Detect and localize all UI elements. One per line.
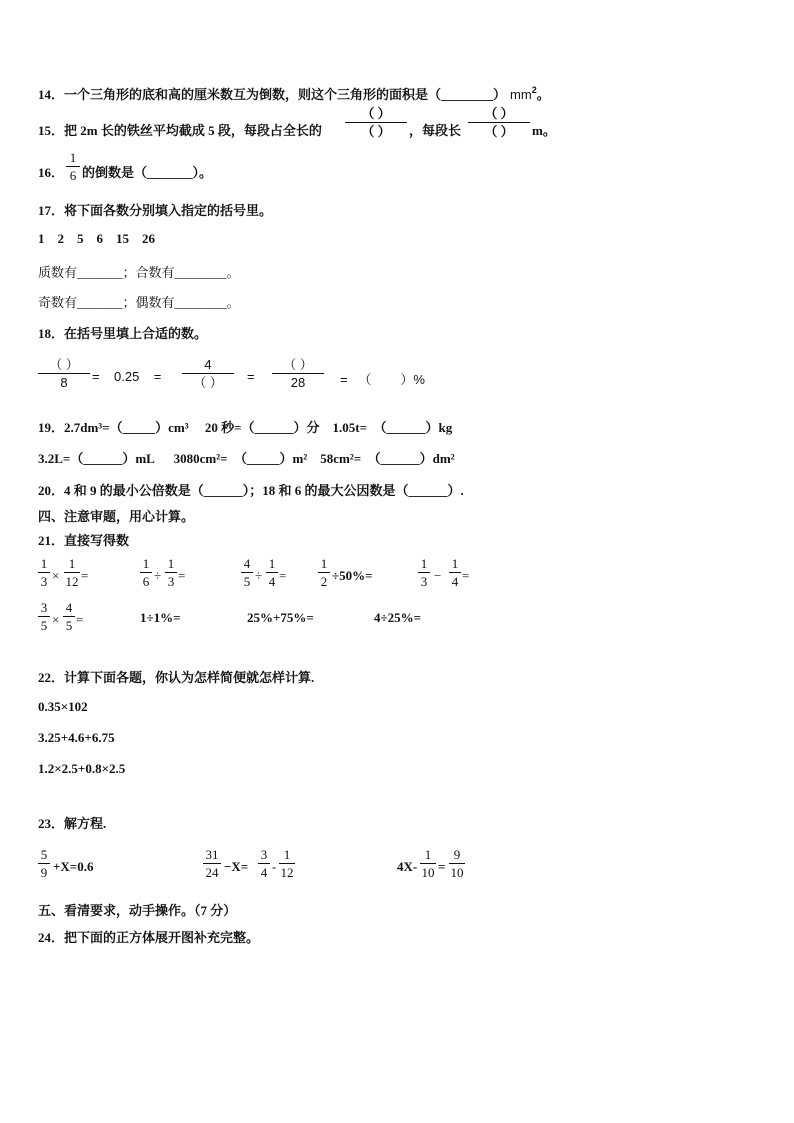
q21-e6-fraction-b: 4 5: [63, 600, 75, 633]
q21-e3-fraction-a: 4 5: [241, 556, 253, 589]
question-22-problem-2: 3.25+4.6+6.75: [38, 730, 115, 745]
q23-eq2-fraction-a: 31 24: [203, 847, 221, 880]
section-4-title: 四、注意审题，用心计算。: [38, 509, 195, 524]
q21-e2-equals: =: [178, 568, 186, 583]
q21-e5-fraction-a: 1 3: [418, 556, 430, 589]
q21-e3-fraction-b: 1 4: [266, 556, 278, 589]
question-14: 14．一个三角形的底和高的厘米数互为倒数，则这个三角形的面积是（________） $mm^2$。: [38, 85, 550, 102]
q21-e5-equals: =: [462, 568, 470, 583]
question-15-fraction-2: （ ） （ ）: [468, 106, 530, 139]
q21-e2-operator: ÷: [154, 568, 162, 583]
fraction-bar: [272, 373, 324, 374]
question-15-fraction-1: （ ） （ ）: [345, 106, 407, 139]
q23-eq3-head: 4X-: [397, 859, 418, 874]
q23-eq2-sep: -: [272, 859, 277, 874]
q21-e1-equals: =: [81, 568, 89, 583]
q21-e3-equals: =: [279, 568, 287, 583]
fraction-bar: [66, 166, 80, 167]
q21-e5-fraction-b: 1 4: [449, 556, 461, 589]
question-20: 20．4 和 9 的最小公倍数是（______）；18 和 6 的最大公因数是（______）.: [38, 483, 464, 498]
fraction-bar: [38, 373, 90, 374]
question-18-title: 18．在括号里填上合适的数。: [38, 326, 208, 341]
question-19-row-1: 19．2.7dm³=（_____）cm³ 20 秒=（______）分 1.05t= （______）kg: [38, 420, 453, 435]
q21-e3-operator: ÷: [255, 568, 263, 583]
q23-eq2-fraction-c: 1 12: [280, 847, 294, 880]
fraction-bar: [468, 122, 530, 123]
fraction-bar: [345, 122, 407, 123]
q21-e5-operator: −: [434, 568, 442, 583]
question-18-fraction-2: 4 （ ）: [182, 357, 234, 390]
q21-e9: 4÷25%=: [374, 610, 422, 625]
q23-eq2-fraction-b: 3 4: [258, 847, 270, 880]
question-15-text-b: ，每段长: [409, 123, 462, 138]
question-22-problem-3: 1.2×2.5+0.8×2.5: [38, 761, 126, 776]
question-21-title: 21．直接写得数: [38, 533, 130, 548]
question-16-label: 16．: [38, 165, 65, 180]
question-17-numbers: 1 2 5 6 15 26: [38, 231, 155, 246]
question-22-title: 22．计算下面各题，你认为怎样简便就怎样计算.: [38, 670, 315, 685]
question-18-equals-1: = 0.25 =: [92, 369, 162, 384]
question-24-title: 24．把下面的正方体展开图补充完整。: [38, 930, 260, 945]
q21-e1-fraction-b: 1 12: [65, 556, 79, 589]
q23-eq1-tail: +X=0.6: [53, 859, 94, 874]
q23-eq1-fraction: 5 9: [38, 847, 50, 880]
q21-e6-operator: ×: [52, 612, 60, 627]
q21-e8: 25%+75%=: [247, 610, 314, 625]
question-16-fraction: 1 6: [66, 150, 80, 183]
q23-eq3-fraction-b: 9 10: [450, 847, 464, 880]
question-18-equals-2: =: [247, 369, 255, 384]
q21-e4-tail: ÷50%=: [332, 568, 373, 583]
question-18-fraction-3: （ ） 28: [272, 357, 324, 390]
question-15-text-c: m。: [532, 123, 556, 138]
q21-e6-fraction-a: 3 5: [38, 600, 50, 633]
question-18-percent: = （ ）%: [340, 372, 425, 387]
q23-eq3-fraction-a: 1 10: [421, 847, 435, 880]
section-5-title: 五、看清要求，动手操作。（7 分）: [38, 903, 237, 918]
question-23-title: 23．解方程.: [38, 816, 107, 831]
question-18-fraction-1: （ ） 8: [38, 357, 90, 390]
question-19-row-2: 3.2L=（______）mL 3080cm²= （_____）m² 58cm²= （______）dm²: [38, 451, 455, 466]
q23-eq2-mid: −X=: [224, 859, 249, 874]
q21-e1-operator: ×: [52, 568, 60, 583]
question-22-problem-1: 0.35×102: [38, 699, 88, 714]
q21-e4-fraction: 1 2: [318, 556, 330, 589]
question-15-text-a: 15．把 2m 长的铁丝平均截成 5 段，每段占全长的: [38, 123, 322, 138]
q21-e1-fraction-a: 1 3: [38, 556, 50, 589]
q21-e2-fraction-a: 1 6: [140, 556, 152, 589]
question-17-odd-even: 奇数有_______；偶数有________。: [38, 295, 240, 310]
question-16-text: 的倒数是（_______）。: [82, 165, 213, 180]
q21-e2-fraction-b: 1 3: [165, 556, 177, 589]
question-17-title: 17．将下面各数分别填入指定的括号里。: [38, 203, 273, 218]
q23-eq3-equals: =: [438, 859, 446, 874]
question-17-prime-composite: 质数有_______；合数有________。: [38, 265, 240, 280]
fraction-bar: [182, 373, 234, 374]
q21-e7: 1÷1%=: [140, 610, 181, 625]
q21-e6-equals: =: [76, 612, 84, 627]
